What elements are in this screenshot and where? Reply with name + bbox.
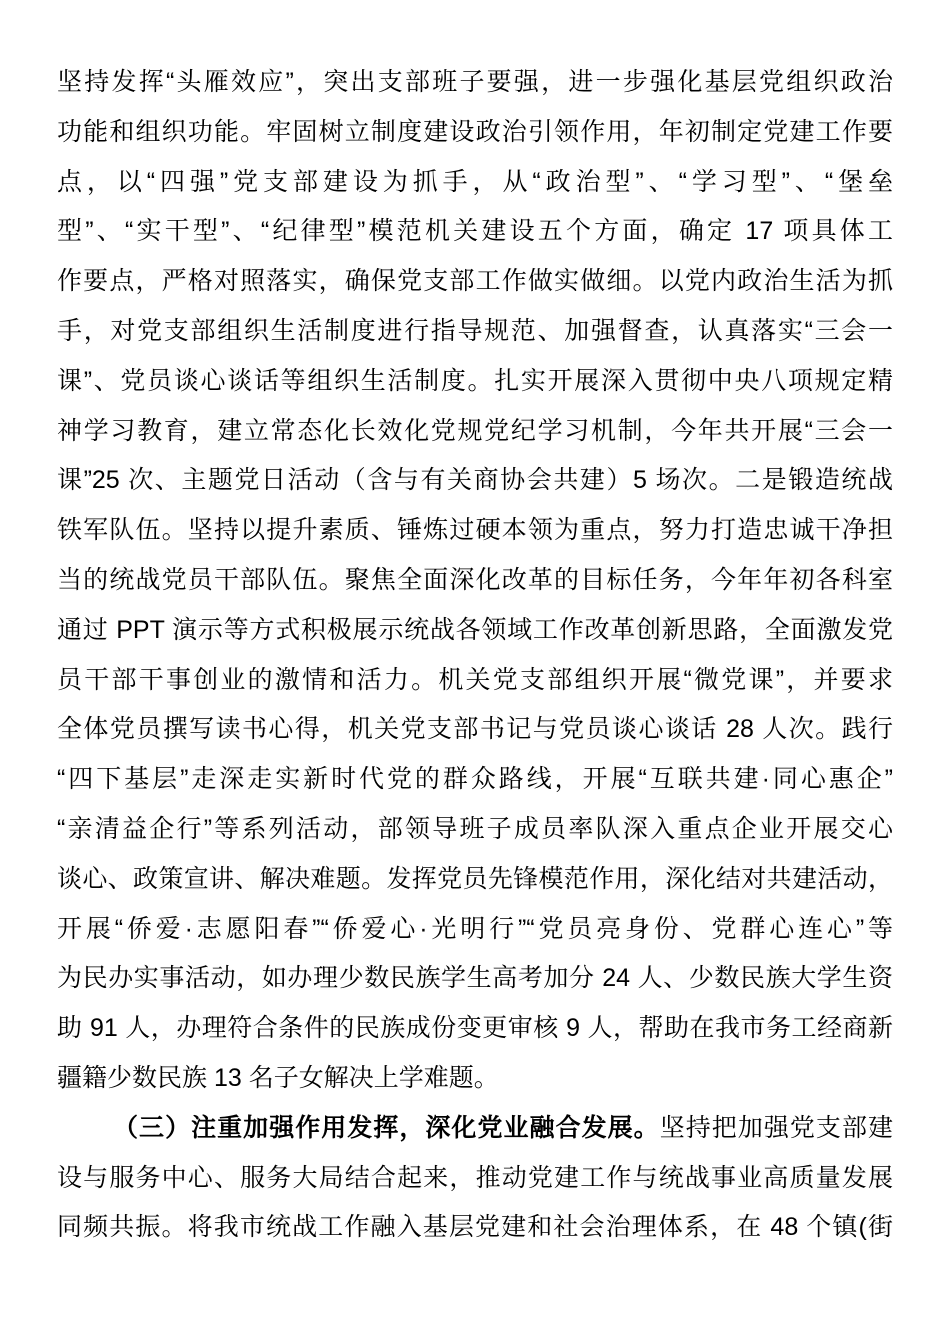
body-text: 员干部干事创业的激情和活力。机关党支部组织开展“微党课”，并要求 — [57, 665, 893, 694]
text-line — [57, 1154, 893, 1204]
text-line — [57, 456, 893, 506]
text-line — [57, 207, 893, 257]
text-line — [57, 656, 893, 706]
text-line — [57, 58, 893, 108]
text-line — [57, 307, 893, 357]
body-text: 助 91 人，办理符合条件的民族成份变更审核 9 人，帮助在我市务工经商新 — [57, 1014, 893, 1043]
body-text: 设与服务中心、服务大局结合起来，推动党建工作与统战事业高质量发展 — [57, 1163, 893, 1192]
text-line — [57, 556, 893, 606]
body-text: 手，对党支部组织生活制度进行指导规范、加强督查，认真落实“三会一 — [57, 316, 893, 345]
text-line — [57, 805, 893, 855]
text-line — [57, 357, 893, 407]
body-text: 坚持把加强党支部建 — [659, 1113, 893, 1142]
text-line — [57, 1054, 893, 1104]
body-text: 全体党员撰写读书心得，机关党支部书记与党员谈心谈话 28 人次。践行 — [57, 715, 893, 744]
body-text: 课”、党员谈心谈话等组织生活制度。扎实开展深入贯彻中央八项规定精 — [57, 366, 893, 395]
text-line — [57, 257, 893, 307]
text-line — [57, 158, 893, 208]
text-line — [57, 1104, 893, 1154]
body-text: 为民办实事活动，如办理少数民族学生高考加分 24 人、少数民族大学生资 — [57, 964, 893, 993]
body-text: 同频共振。将我市统战工作融入基层党建和社会治理体系，在 48 个镇(街 — [57, 1213, 893, 1242]
text-line — [57, 954, 893, 1004]
body-text: “亲清益企行”等系列活动，部领导班子成员率队深入重点企业开展交心 — [57, 814, 893, 843]
text-line — [57, 1004, 893, 1054]
text-line — [57, 108, 893, 158]
text-line — [57, 905, 893, 955]
text-block — [57, 58, 893, 1253]
text-line — [57, 705, 893, 755]
body-text: 坚持发挥“头雁效应”，突出支部班子要强，进一步强化基层党组织政治 — [57, 68, 893, 96]
body-text: 当的统战党员干部队伍。聚焦全面深化改革的目标任务，今年年初各科室 — [57, 565, 893, 594]
text-line — [57, 855, 893, 905]
body-text: 作要点，严格对照落实，确保党支部工作做实做细。以党内政治生活为抓 — [57, 267, 893, 296]
body-text: 点，以“四强”党支部建设为抓手，从“政治型”、“学习型”、“堡垒 — [57, 167, 893, 196]
body-text: 铁军队伍。坚持以提升素质、锤炼过硬本领为重点，努力打造忠诚干净担 — [57, 516, 893, 545]
body-text: 功能和组织功能。牢固树立制度建设政治引领作用，年初制定党建工作要 — [57, 117, 893, 146]
text-line — [57, 606, 893, 656]
body-text: 课”25 次、主题党日活动（含与有关商协会共建）5 场次。二是锻造统战 — [57, 466, 893, 495]
text-line — [57, 506, 893, 556]
text-line — [57, 755, 893, 805]
body-text: 开展“侨爱·志愿阳春”“侨爱心·光明行”“党员亮身份、党群心连心”等 — [57, 914, 893, 943]
body-text: “四下基层”走深走实新时代党的群众路线，开展“互联共建·同心惠企” — [57, 765, 893, 794]
section-heading-text: （三）注重加强作用发挥，深化党业融合发展。 — [113, 1113, 660, 1142]
body-text: 疆籍少数民族 13 名子女解决上学难题。 — [57, 1063, 499, 1092]
body-text: 型”、“实干型”、“纪律型”模范机关建设五个方面，确定 17 项具体工 — [57, 217, 893, 246]
text-line — [57, 407, 893, 457]
text-line — [57, 1203, 893, 1253]
body-text: 通过 PPT 演示等方式积极展示统战各领域工作改革创新思路，全面激发党 — [57, 615, 893, 644]
body-text: 谈心、政策宣讲、解决难题。发挥党员先锋模范作用，深化结对共建活动， — [57, 864, 893, 893]
body-text: 神学习教育，建立常态化长效化党规党纪学习机制，今年共开展“三会一 — [57, 416, 893, 445]
